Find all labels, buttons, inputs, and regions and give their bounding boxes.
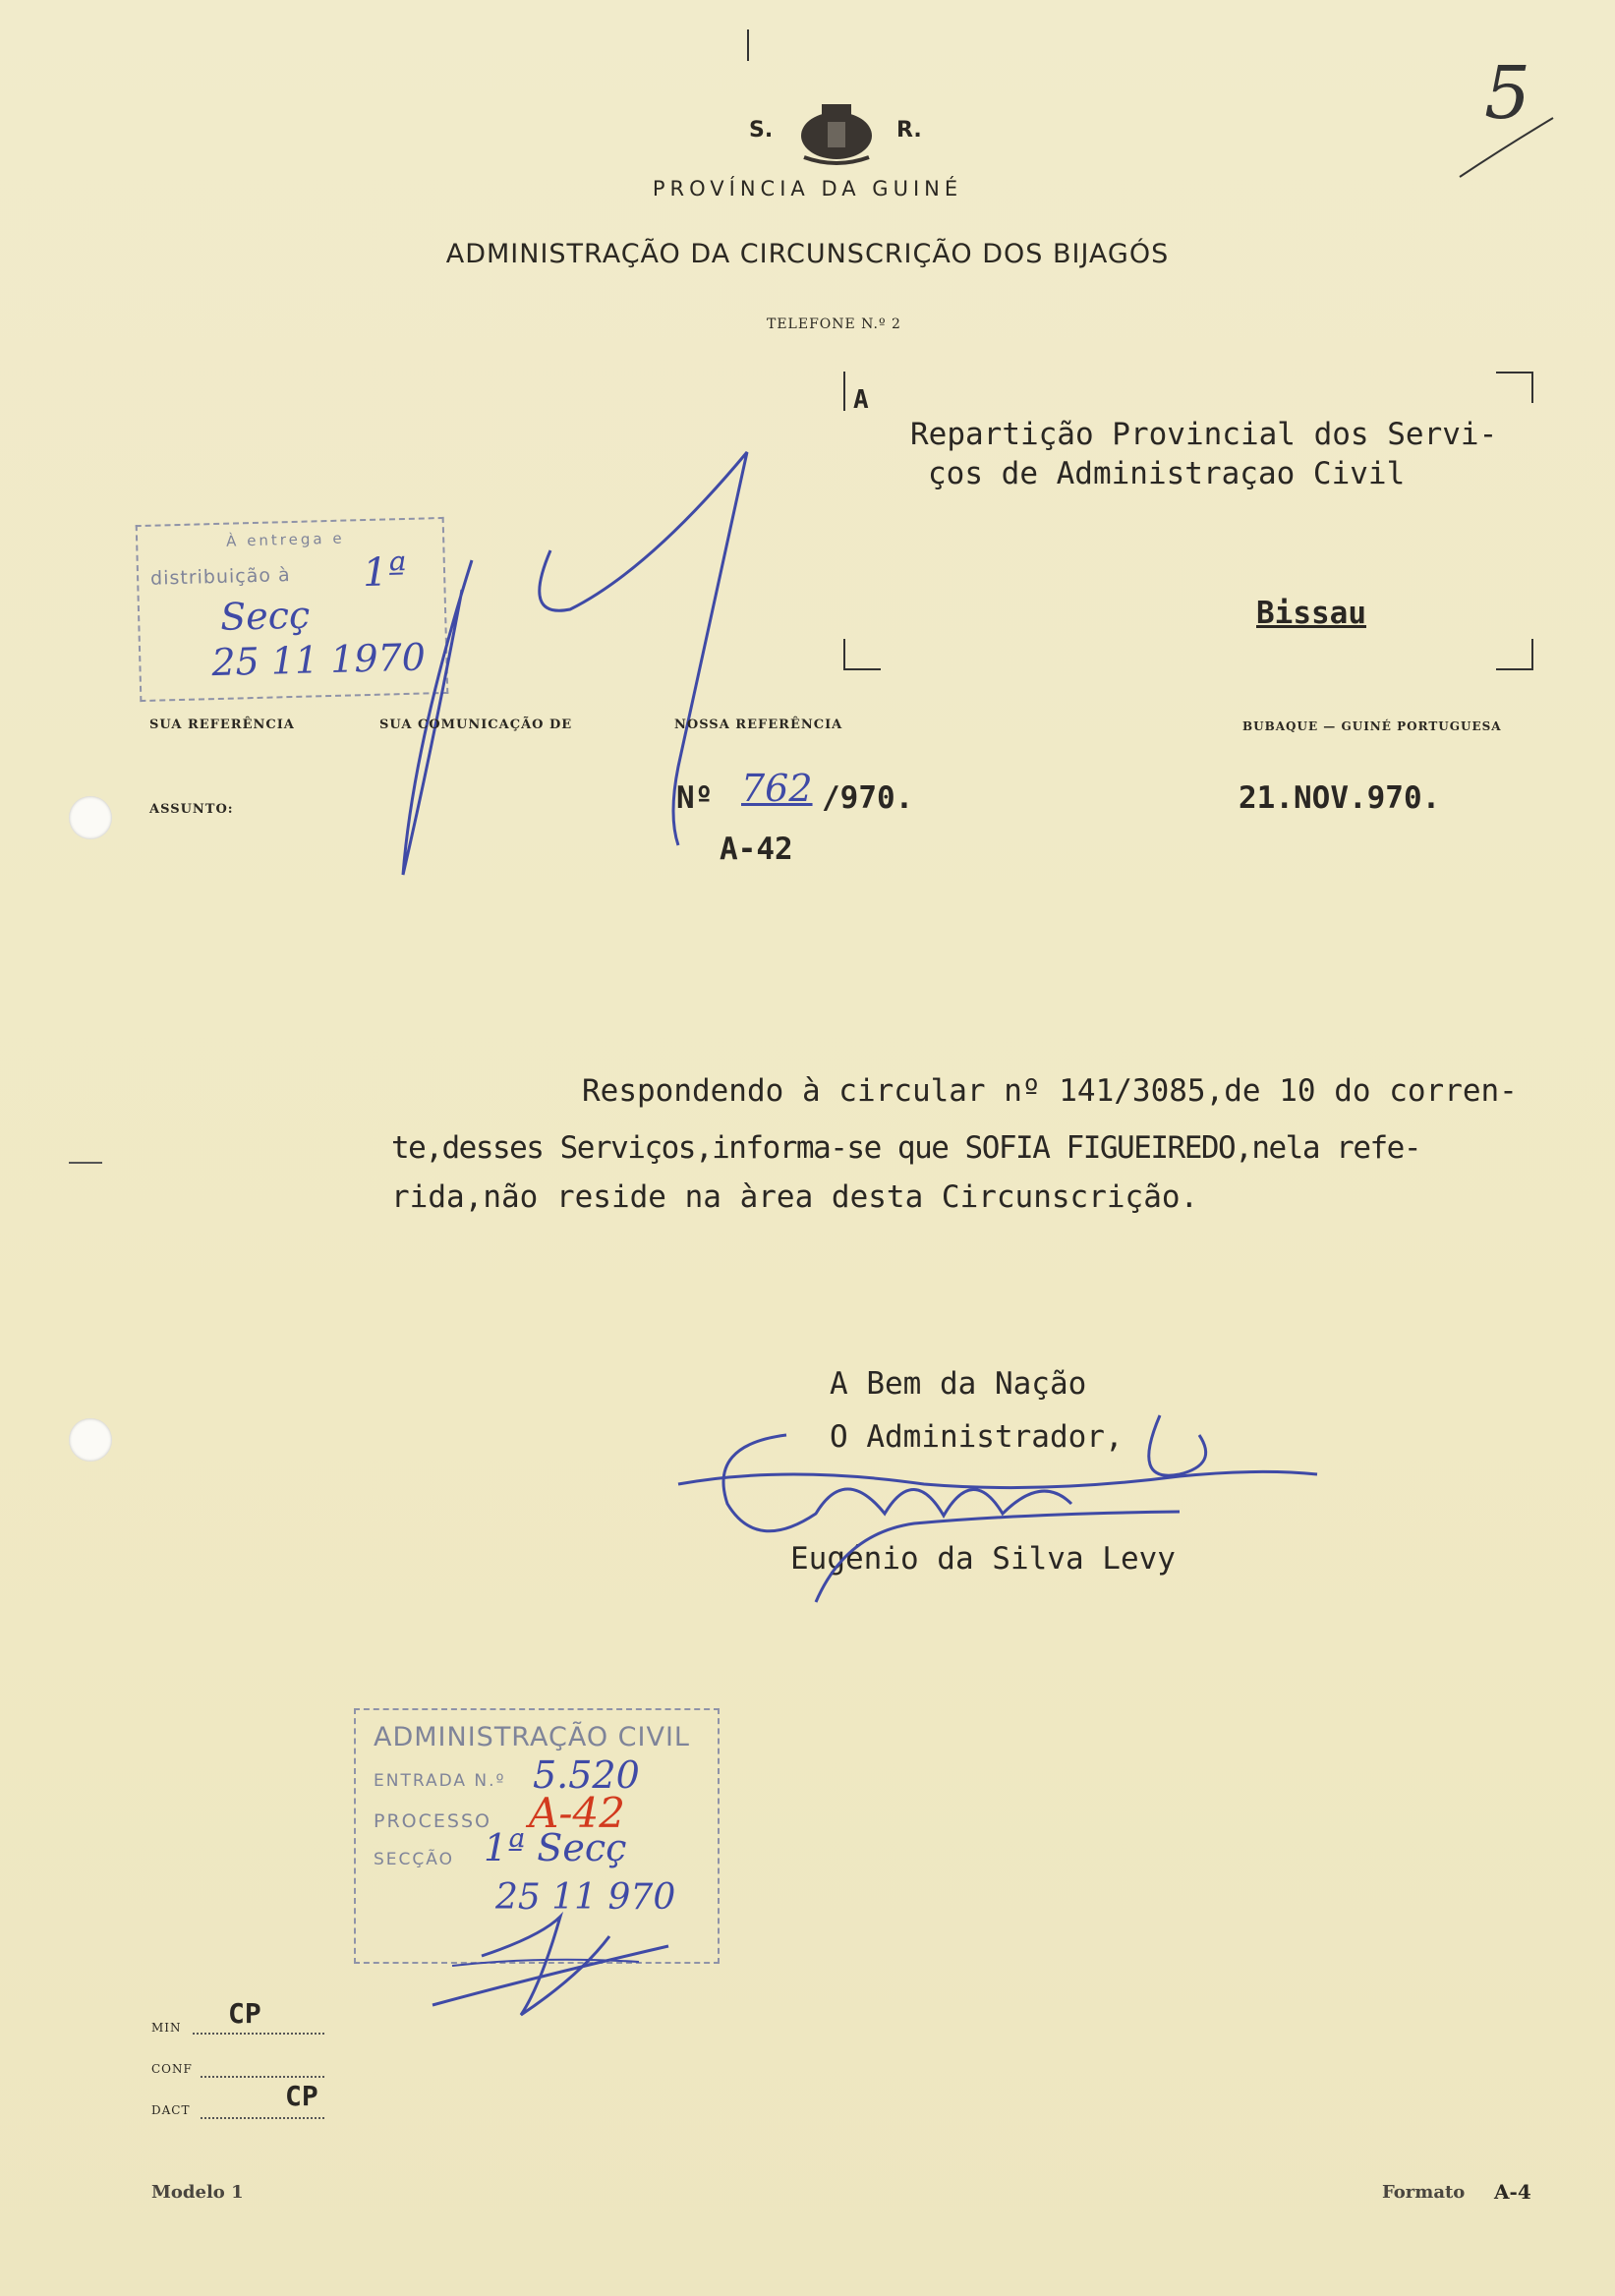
label-sua-referencia: SUA REFERÊNCIA [149, 718, 295, 732]
receipt-stamp-section-2: Secç [219, 593, 311, 639]
page-number-stroke [1455, 108, 1563, 187]
footer-conf-label: CONF [151, 2062, 193, 2076]
address-bracket-top-right [1496, 372, 1533, 403]
address-line-2: ços de Administraçao Civil [928, 456, 1406, 491]
reference-file: A-42 [720, 832, 793, 867]
crest-right-letter: R. [896, 118, 922, 143]
body-line-1: Respondendo à circular nº 141/3085,de 10 do corren- [582, 1073, 1518, 1109]
label-sua-comunicacao: SUA COMUNICAÇÃO DE [379, 718, 573, 732]
reference-number: 762 [741, 767, 813, 810]
receipt-stamp-line-1: À entrega e [225, 529, 345, 550]
footer-dact-dots [201, 2117, 324, 2119]
address-bracket-bottom-left [843, 639, 881, 670]
receipt-stamp-section: 1ª [362, 548, 408, 597]
page-number-mark: 5 [1484, 51, 1531, 136]
footer-formato-label: Formato [1382, 2182, 1466, 2203]
admin-stamp-title: ADMINISTRAÇÃO CIVIL [374, 1722, 690, 1752]
punch-hole-bottom [69, 1418, 112, 1462]
coat-of-arms-icon [794, 98, 879, 167]
punch-hole-top [69, 796, 112, 839]
administration-heading: ADMINISTRAÇÃO DA CIRCUNSCRIÇÃO DOS BIJAGÓS [445, 239, 1170, 269]
label-nossa-referencia: NOSSA REFERÊNCIA [674, 718, 843, 732]
admin-stamp-seccao-label: SECÇÃO [374, 1850, 454, 1869]
footer-dact-value: CP [285, 2080, 318, 2112]
admin-stamp-processo-label: PROCESSO [374, 1810, 491, 1832]
admin-stamp-seccao-value: 1ª Secç [484, 1826, 627, 1869]
admin-stamp-entrada-value: 5.520 [533, 1753, 640, 1797]
label-assunto: ASSUNTO: [149, 802, 234, 817]
closing-salutation: A Bem da Nação [830, 1366, 1087, 1402]
address-city: Bissau [1256, 596, 1366, 631]
footer-min-value: CP [228, 1997, 261, 2030]
province-heading: PROVÍNCIA DA GUINÉ [652, 177, 963, 201]
closing-role: O Administrador, [830, 1419, 1124, 1455]
administrator-signature [668, 1406, 1337, 1641]
admin-stamp-initials [423, 1897, 698, 2025]
footer-dact-label: DACT [151, 2103, 191, 2117]
receipt-stamp-date: 25 11 1970 [210, 635, 427, 685]
footer-modelo: Modelo 1 [151, 2182, 244, 2203]
reference-prefix: Nº [676, 780, 714, 816]
address-prefix: A [853, 385, 869, 415]
handwritten-initial-flourish [374, 432, 786, 894]
body-line-2: te,desses Serviços,informa-se que SOFIA FIGUEIREDO,nela refe- [391, 1130, 1420, 1166]
receipt-stamp-line-2: distribuição à [149, 564, 291, 590]
address-line-1: Repartição Provincial dos Servi- [910, 417, 1498, 452]
reference-suffix: /970. [822, 780, 914, 816]
footer-conf-dots [201, 2076, 324, 2078]
margin-tick-left [69, 1162, 102, 1164]
footer-formato-value: A-4 [1494, 2180, 1531, 2204]
telephone-line: TELEFONE N.º 2 [767, 316, 901, 332]
reference-date: 21.NOV.970. [1239, 780, 1441, 816]
admin-stamp-processo-value: A-42 [529, 1789, 625, 1837]
footer-min-label: MIN [151, 2021, 182, 2035]
address-bracket-bottom-right [1496, 639, 1533, 670]
body-line-3: rida,não reside na àrea desta Circunscrição. [391, 1179, 1199, 1215]
fold-mark [747, 29, 749, 61]
closing-name: Eugénio da Silva Levy [790, 1541, 1176, 1577]
label-place: BUBAQUE — GUINÉ PORTUGUESA [1242, 719, 1502, 733]
admin-stamp-entrada-label: ENTRADA N.º [374, 1771, 506, 1791]
address-bracket-top-left [843, 372, 853, 411]
crest-left-letter: S. [749, 118, 774, 143]
footer-min-dots [193, 2033, 324, 2035]
admin-stamp-date: 25 11 970 [495, 1877, 676, 1918]
